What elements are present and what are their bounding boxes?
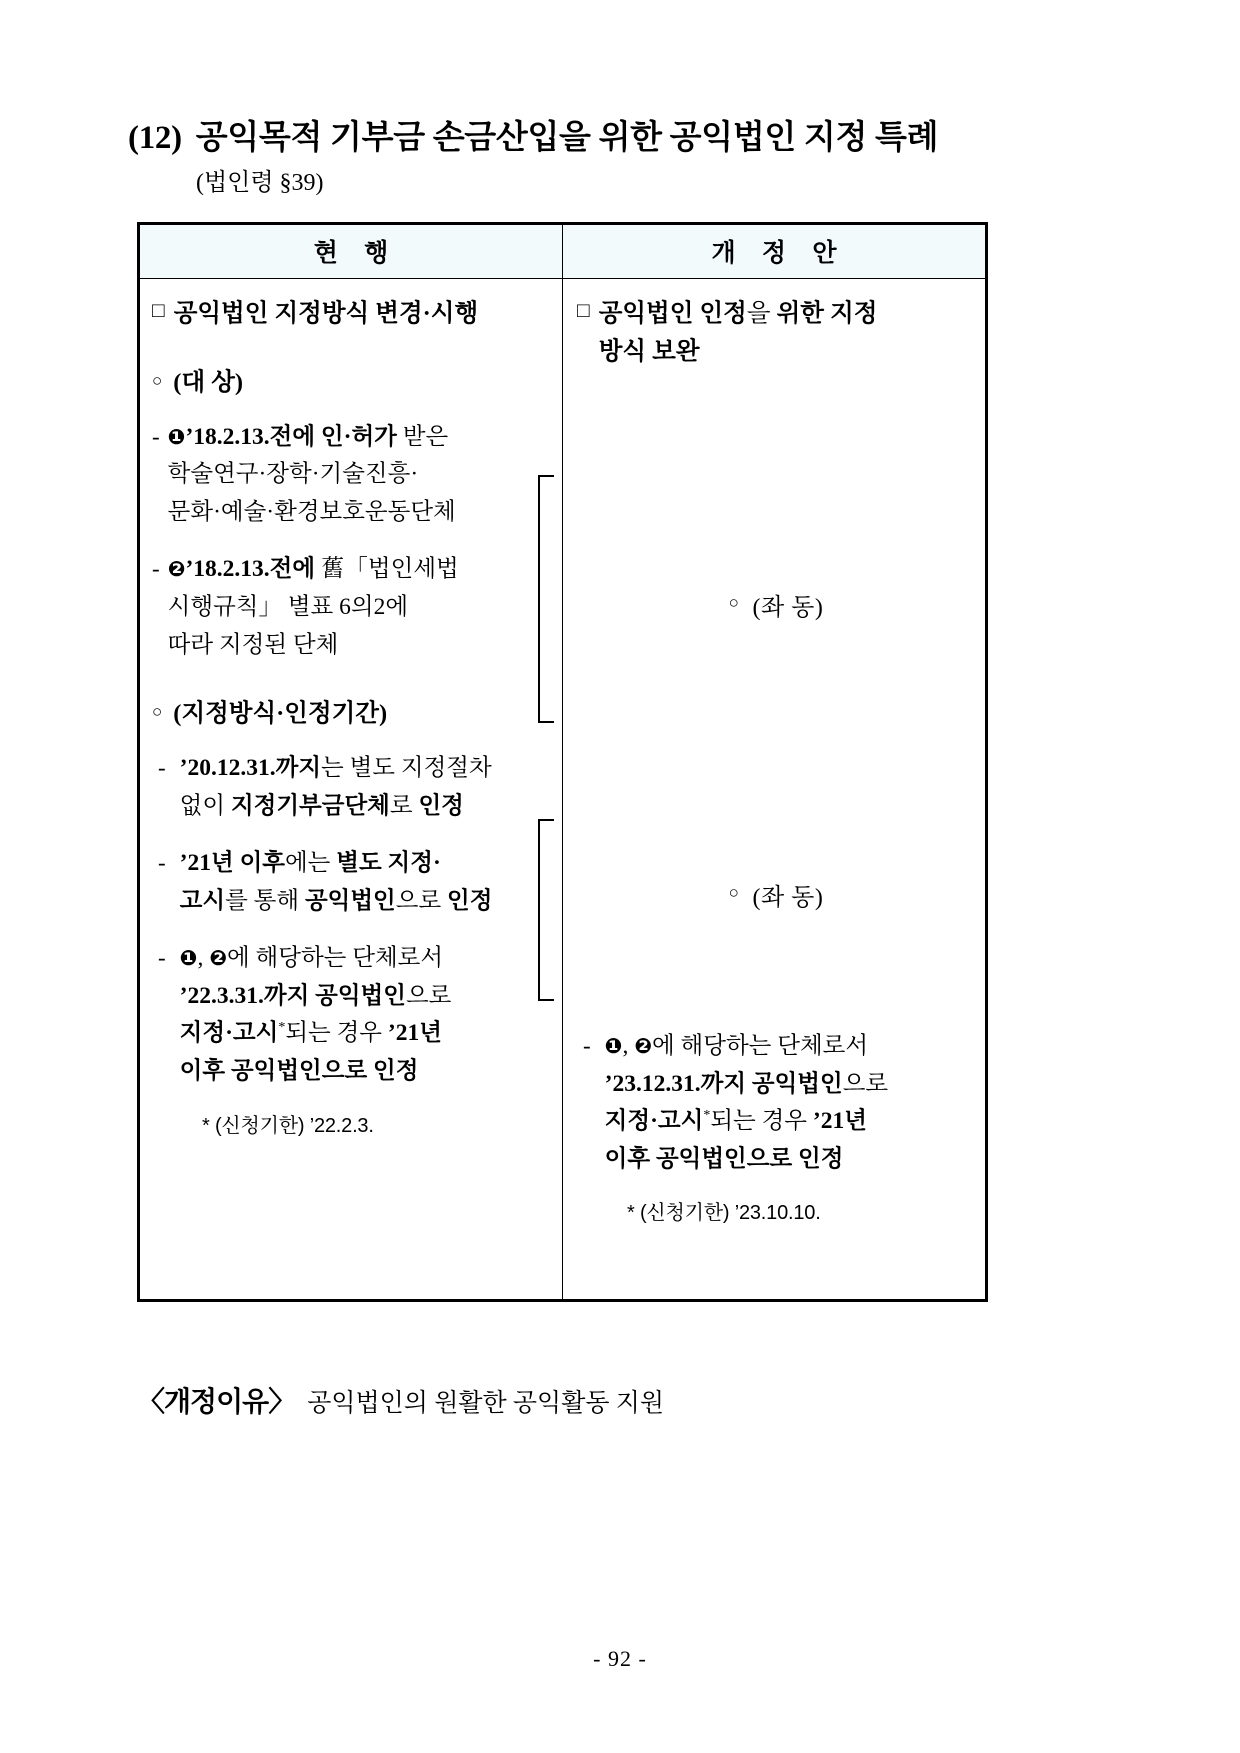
current-item-5-line2-tail: 으로 — [405, 982, 452, 1009]
current-item-4-line2-d: 으로 — [395, 887, 448, 914]
numbered-bullet-1-icon: ❶ — [179, 946, 198, 971]
current-item-3-line2-d: 인정 — [418, 792, 464, 819]
current-item-4-text — [180, 845, 552, 920]
cell-current — [139, 279, 563, 1301]
revised-item-5-text — [605, 1028, 975, 1178]
heading-line — [128, 118, 1128, 159]
footnote-marker: * — [703, 1108, 711, 1124]
numbered-bullet-2-icon: ❷ — [209, 946, 227, 971]
cell-revised-body — [563, 279, 985, 1299]
numbered-bullet-2-icon: ❷ — [167, 557, 186, 582]
current-square-heading — [152, 295, 552, 333]
amendment-reason-text: 공익법인의 원활한 공익활동 지원 — [307, 1390, 665, 1417]
current-item-4-line2-e: 인정 — [447, 887, 493, 914]
law-reference: (법인령 §39) — [196, 170, 324, 197]
current-item-4-line2-b: 를 통해 — [225, 887, 305, 914]
current-item-5-line1-rest: 에 해당하는 단체로서 — [226, 945, 444, 972]
current-item-2-line1-rest: 舊「법인세법 — [320, 556, 459, 583]
amendment-reason — [137, 1380, 664, 1420]
square-bullet-icon: □ — [152, 298, 165, 322]
dash-bullet-icon: - — [158, 850, 166, 876]
current-section-target-label: (대 상) — [173, 368, 244, 396]
current-item-5 — [152, 940, 552, 1090]
revised-item-5-line2-tail: 으로 — [842, 1070, 889, 1097]
revised-footnote: * (신청기한) ’23.10.10. — [627, 1202, 821, 1225]
revised-item-5-line3-b: 되는 경우 — [710, 1108, 813, 1135]
numbered-bullet-1-icon: ❶ — [167, 424, 186, 449]
comparison-table — [137, 222, 988, 1302]
amendment-reason-label: 〈개정이유〉 — [137, 1387, 296, 1418]
revised-same-as-left-2 — [577, 877, 975, 912]
square-bullet-icon: □ — [577, 298, 590, 322]
current-item-2-line3: 따라 지정된 단체 — [167, 631, 339, 658]
revised-item-5-line1-rest: 에 해당하는 단체로서 — [651, 1032, 869, 1059]
current-item-5-text — [180, 940, 552, 1090]
circle-bullet-icon: ○ — [728, 592, 740, 612]
current-item-4-line1-bold2: 별도 지정· — [336, 850, 441, 877]
current-item-5-line2-rest: 공익법인 — [309, 982, 406, 1009]
current-item-3-line1-bold: ’20.12.31.까지 — [179, 754, 322, 781]
current-item-4-line2-a: 고시 — [179, 887, 226, 914]
current-item-4-line2-c: 공익법인 — [304, 887, 396, 914]
dash-bullet-icon: - — [152, 556, 160, 582]
column-header-revised: 개 정 안 — [563, 224, 987, 279]
revised-item-5-line3-c: ’21년 — [812, 1108, 867, 1135]
table-header-row — [139, 224, 987, 279]
current-item-4-line1-mid: 에는 — [284, 850, 337, 877]
dash-bullet-icon: - — [158, 754, 166, 780]
footnote-marker: * — [278, 1020, 286, 1036]
current-item-5-line4: 이후 공익법인으로 인정 — [179, 1058, 419, 1085]
current-item-5-line3-b: 되는 경우 — [285, 1020, 388, 1047]
current-item-3-line2-a: 없이 — [179, 792, 231, 819]
current-footnote: * (신청기한) ’22.2.3. — [202, 1114, 374, 1137]
revised-square-heading-text — [599, 295, 878, 333]
revised-square-heading-line2-text: 방식 보완 — [598, 337, 700, 365]
current-square-heading-part1: 공익법인 지정방식 변경 — [173, 300, 423, 327]
dash-bullet-icon: - — [152, 423, 160, 449]
current-section-method-label: (지정방식·인정기간) — [173, 700, 388, 728]
page-number: - 92 - — [593, 1646, 647, 1671]
revised-item-5-line2-bold: ’23.12.31.까지 — [604, 1070, 747, 1097]
current-item-2-line1-bold: ’18.2.13.전에 — [185, 556, 316, 583]
revised-square-heading-part2: 위한 지정 — [770, 300, 878, 327]
revised-same-as-left-1 — [577, 587, 975, 622]
revised-square-heading-light: 을 — [746, 300, 771, 327]
current-item-1-line1-bold: ’18.2.13.전에 인·허가 — [185, 423, 397, 450]
current-square-heading-part2: ·시행 — [422, 300, 479, 327]
current-item-3-text — [180, 750, 552, 825]
current-item-4-line1-bold: ’21년 이후 — [179, 850, 285, 877]
current-item-5-line3-a: 지정·고시 — [179, 1020, 279, 1047]
current-item-3-line2-c: 로 — [389, 792, 419, 819]
current-item-3 — [152, 750, 552, 825]
current-item-3-line1-rest: 는 별도 지정절차 — [321, 754, 492, 781]
revised-square-heading-part1: 공익법인 인정 — [598, 300, 747, 327]
current-item-1-line2: 학술연구·장학·기술진흥· — [167, 461, 419, 488]
revised-same-as-left-2-label: (좌 동) — [752, 884, 824, 911]
current-item-5-line2-bold: ’22.3.31.까지 — [179, 982, 310, 1009]
current-item-1-line3: 문화·예술·환경보호운동단체 — [167, 498, 456, 525]
revised-square-heading — [577, 295, 975, 333]
column-header-current: 현 행 — [139, 224, 563, 279]
revised-same-as-left-1-label: (좌 동) — [752, 594, 824, 621]
numbered-bullet-2-icon: ❷ — [634, 1033, 652, 1058]
numbered-bullet-1-icon: ❶ — [604, 1033, 623, 1058]
page-heading — [128, 118, 1128, 198]
revised-item-5-comma: , — [622, 1032, 635, 1059]
revised-item-5-line2-rest: 공익법인 — [746, 1070, 843, 1097]
current-item-1-line1-rest: 받은 — [402, 423, 449, 450]
heading-number: (12) — [128, 120, 182, 156]
current-item-1-text — [168, 419, 552, 532]
page-title: 공익목적 기부금 손금산입을 위한 공익법인 지정 특례 — [195, 120, 939, 156]
revised-item-5 — [577, 1028, 975, 1178]
circle-bullet-icon: ○ — [152, 702, 163, 722]
circle-bullet-icon: ○ — [152, 370, 163, 390]
dash-bullet-icon: - — [583, 1032, 591, 1058]
circle-bullet-icon: ○ — [728, 882, 740, 902]
current-section-target — [152, 363, 552, 399]
current-item-2-line2: 시행규칙」 별표 6의2에 — [167, 594, 409, 621]
current-item-5-comma: , — [197, 945, 210, 972]
current-item-3-line2-b: 지정기부금단체 — [230, 792, 390, 819]
current-item-2 — [152, 551, 552, 664]
current-square-heading-text — [174, 295, 478, 333]
revised-item-5-line4: 이후 공익법인으로 인정 — [604, 1145, 844, 1172]
revised-item-5-line3-a: 지정·고시 — [604, 1108, 704, 1135]
current-item-5-line3-c: ’21년 — [387, 1020, 442, 1047]
table-row — [139, 279, 987, 1301]
current-item-2-text — [168, 551, 552, 664]
cell-revised — [563, 279, 987, 1301]
current-item-4 — [152, 845, 552, 920]
dash-bullet-icon: - — [158, 945, 166, 971]
current-item-1 — [152, 419, 552, 532]
current-section-method — [152, 694, 552, 730]
cell-current-body — [140, 279, 562, 1299]
revised-square-heading-line2 — [577, 333, 975, 371]
